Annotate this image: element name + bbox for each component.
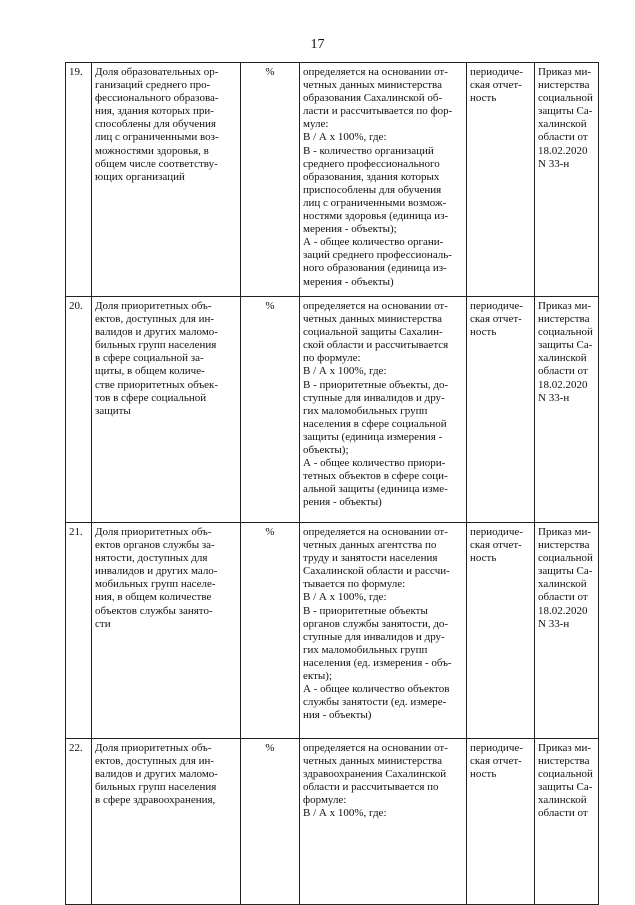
calculation-method-line: определяется на основании от- — [303, 66, 448, 78]
reporting-period-line: периодиче- — [470, 526, 523, 538]
indicator-name-line: ния, здания которых при- — [95, 105, 214, 118]
source-document-line: защиты Са- — [538, 339, 593, 352]
reporting-period-line: периодиче- — [470, 742, 523, 754]
calculation-method-line: среднего профессионального — [303, 157, 440, 170]
indicator-name-line: сти — [95, 617, 111, 630]
reporting-period — [467, 739, 535, 905]
source-document — [535, 739, 599, 905]
indicator-name-line: ния, в общем количестве — [95, 591, 212, 604]
calculation-method-line: населения (ед. измерения - объ- — [303, 656, 452, 669]
indicator-name-line: ектов органов службы за- — [95, 539, 215, 552]
indicator-name-line: защиты — [95, 404, 131, 417]
source-document-line: нистерства — [538, 79, 590, 92]
source-document-line: области от — [538, 131, 588, 144]
calculation-method-line: рения - объекты) — [303, 496, 382, 509]
calculation-method-line: В - приоритетные объекты — [303, 604, 428, 617]
indicator-name — [92, 523, 241, 739]
calculation-method-line: В - приоритетные объекты, до- — [303, 378, 449, 391]
calculation-method — [300, 297, 467, 523]
source-document-line: халинской — [538, 578, 587, 591]
calculation-method-line: мерения - объекты); — [303, 223, 397, 236]
calculation-method-line: населения в сфере социальной — [303, 417, 447, 430]
calculation-method-line: ностями здоровья (единица из- — [303, 210, 449, 223]
source-document-line: защиты Са- — [538, 781, 593, 794]
table-row — [66, 63, 599, 297]
calculation-method-line: тывается по формуле: — [303, 578, 406, 591]
calculation-method-line: определяется на основании от- — [303, 300, 448, 312]
indicator-name-line: в сфере социальной за- — [95, 352, 204, 365]
calculation-method-line: ласти и рассчитывается по фор- — [303, 105, 453, 118]
row-number: 22. — [66, 739, 92, 905]
calculation-method-line: ступные для инвалидов и дру- — [303, 630, 445, 643]
indicator-name-line: ектов, доступных для ин- — [95, 313, 215, 326]
indicator-name — [92, 297, 241, 523]
indicator-name-line: фессионального образова- — [95, 92, 219, 105]
calculation-method-line: гих маломобильных групп — [303, 643, 428, 656]
source-document-line: халинской — [538, 118, 587, 131]
calculation-method-line: четных данных министерства — [303, 755, 442, 768]
calculation-method-line: А - общее количество объектов — [303, 683, 450, 696]
indicator-name-line: щиты, в общем количе- — [95, 365, 205, 378]
indicator-name-line: мобильных групп населе- — [95, 578, 216, 591]
calculation-method-line: муле: — [303, 118, 329, 131]
source-document-line: 18.02.2020 — [538, 378, 588, 391]
indicator-name-line: общем числе соответству- — [95, 157, 218, 170]
calculation-method-line: заций среднего профессиональ- — [303, 249, 452, 262]
indicator-name-line: Доля образовательных ор- — [95, 66, 219, 78]
indicator-name-line: способлены для обучения — [95, 118, 216, 131]
calculation-method-line: службы занятости (ед. измере- — [303, 696, 447, 709]
source-document-line: социальной — [538, 92, 593, 105]
unit-of-measure: % — [241, 297, 300, 523]
reporting-period-line: ность — [470, 552, 497, 565]
calculation-method — [300, 63, 467, 297]
source-document-line: халинской — [538, 352, 587, 365]
indicator-name-line: инвалидов и других мало- — [95, 565, 218, 578]
unit-of-measure: % — [241, 63, 300, 297]
indicator-name-line: бильных групп населения — [95, 339, 217, 352]
calculation-method-line: В / А x 100%, где: — [303, 591, 387, 604]
table-row — [66, 297, 599, 523]
calculation-method-line: области и рассчитывается по — [303, 781, 439, 794]
calculation-method-line: А - общее количество органи- — [303, 236, 444, 249]
calculation-method-line: здравоохранения Сахалинской — [303, 768, 447, 781]
source-document-line: социальной — [538, 552, 593, 565]
indicator-name-line: Доля приоритетных объ- — [95, 742, 212, 754]
reporting-period-line: ская отчет- — [470, 539, 522, 552]
source-document-line: N 33-н — [538, 617, 570, 630]
reporting-period-line: ская отчет- — [470, 79, 522, 92]
reporting-period-line: ская отчет- — [470, 755, 522, 768]
reporting-period-line: ская отчет- — [470, 313, 522, 326]
reporting-period — [467, 63, 535, 297]
reporting-period-line: периодиче- — [470, 300, 523, 312]
source-document-line: защиты Са- — [538, 565, 593, 578]
calculation-method-line: тетных объектов в сфере соци- — [303, 470, 448, 483]
calculation-method-line: В - количество организаций — [303, 144, 434, 157]
reporting-period-line: ность — [470, 92, 497, 105]
indicator-name-line: можностями здоровья, в — [95, 144, 209, 157]
indicator-name-line: тов в сфере социальной — [95, 391, 207, 404]
source-document-line: Приказ ми- — [538, 526, 591, 538]
source-document-line: 18.02.2020 — [538, 604, 588, 617]
calculation-method-line: гих маломобильных групп — [303, 404, 428, 417]
calculation-method-line: ния - объекты) — [303, 709, 372, 722]
indicator-name-line: в сфере здравоохранения, — [95, 794, 216, 807]
source-document — [535, 523, 599, 739]
calculation-method-line: четных данных министерства — [303, 313, 442, 326]
calculation-method-line: определяется на основании от- — [303, 742, 448, 754]
calculation-method-line: защиты (единица измерения - — [303, 430, 443, 443]
calculation-method-line: лиц с ограниченными возмож- — [303, 196, 447, 209]
calculation-method-line: ного образования (единица из- — [303, 262, 447, 275]
indicator-name-line: лиц с ограниченными воз- — [95, 131, 219, 144]
source-document-line: N 33-н — [538, 157, 570, 170]
indicator-name-line: Доля приоритетных объ- — [95, 526, 212, 538]
indicator-name-line: объектов службы занято- — [95, 604, 213, 617]
calculation-method-line: четных данных министерства — [303, 79, 442, 92]
calculation-method-line: органов службы занятости, до- — [303, 617, 449, 630]
row-number: 19. — [66, 63, 92, 297]
calculation-method-line: екты); — [303, 670, 332, 683]
source-document-line: нистерства — [538, 539, 590, 552]
calculation-method-line: альной защиты (единица изме- — [303, 483, 448, 496]
source-document-line: социальной — [538, 768, 593, 781]
calculation-method-line: приспособлены для обучения — [303, 183, 442, 196]
calculation-method-line: труду и занятости населения — [303, 552, 438, 565]
calculation-method-line: ступные для инвалидов и дру- — [303, 391, 445, 404]
indicator-name-line: стве приоритетных объек- — [95, 378, 219, 391]
source-document — [535, 297, 599, 523]
calculation-method-line: В / А x 100%, где: — [303, 131, 387, 144]
calculation-method-line: мерения - объекты) — [303, 275, 394, 288]
reporting-period-line: периодиче- — [470, 66, 523, 78]
calculation-method-line: формуле: — [303, 794, 347, 807]
indicator-name-line: ганизаций среднего про- — [95, 79, 211, 92]
indicator-name-line: ющих организаций — [95, 170, 185, 183]
indicator-name-line: ектов, доступных для ин- — [95, 755, 215, 768]
indicators-table — [65, 62, 599, 905]
calculation-method-line: социальной защиты Сахалин- — [303, 326, 443, 339]
calculation-method-line: образования, здания которых — [303, 170, 440, 183]
table-row — [66, 523, 599, 739]
source-document-line: N 33-н — [538, 391, 570, 404]
source-document-line: Приказ ми- — [538, 66, 591, 78]
source-document-line: области от — [538, 807, 588, 820]
page-number: 17 — [310, 37, 325, 52]
source-document-line: области от — [538, 591, 588, 604]
source-document-line: 18.02.2020 — [538, 144, 588, 157]
indicator-name — [92, 739, 241, 905]
source-document-line: области от — [538, 365, 588, 378]
calculation-method-line: В / А x 100%, где: — [303, 807, 387, 820]
table-row — [66, 739, 599, 905]
indicator-name-line: Доля приоритетных объ- — [95, 300, 212, 312]
reporting-period — [467, 523, 535, 739]
unit-of-measure: % — [241, 523, 300, 739]
unit-of-measure: % — [241, 739, 300, 905]
indicator-name-line: бильных групп населения — [95, 781, 217, 794]
calculation-method-line: образования Сахалинской об- — [303, 92, 443, 105]
calculation-method-line: определяется на основании от- — [303, 526, 448, 538]
indicator-name-line: валидов и других маломо- — [95, 326, 218, 339]
calculation-method — [300, 739, 467, 905]
row-number: 20. — [66, 297, 92, 523]
reporting-period — [467, 297, 535, 523]
calculation-method-line: Сахалинской области и рассчи- — [303, 565, 450, 578]
source-document-line: халинской — [538, 794, 587, 807]
calculation-method-line: А - общее количество приори- — [303, 457, 446, 470]
indicator-name-line: нятости, доступных для — [95, 552, 208, 565]
reporting-period-line: ность — [470, 326, 497, 339]
calculation-method-line: четных данных агентства по — [303, 539, 437, 552]
indicator-name-line: валидов и других маломо- — [95, 768, 218, 781]
calculation-method-line: объекты); — [303, 444, 349, 457]
source-document — [535, 63, 599, 297]
calculation-method-line: ской области и рассчитывается — [303, 339, 449, 352]
row-number: 21. — [66, 523, 92, 739]
calculation-method — [300, 523, 467, 739]
reporting-period-line: ность — [470, 768, 497, 781]
source-document-line: социальной — [538, 326, 593, 339]
source-document-line: Приказ ми- — [538, 300, 591, 312]
calculation-method-line: В / А x 100%, где: — [303, 365, 387, 378]
calculation-method-line: по формуле: — [303, 352, 361, 365]
source-document-line: нистерства — [538, 755, 590, 768]
indicator-name — [92, 63, 241, 297]
source-document-line: нистерства — [538, 313, 590, 326]
source-document-line: защиты Са- — [538, 105, 593, 118]
source-document-line: Приказ ми- — [538, 742, 591, 754]
